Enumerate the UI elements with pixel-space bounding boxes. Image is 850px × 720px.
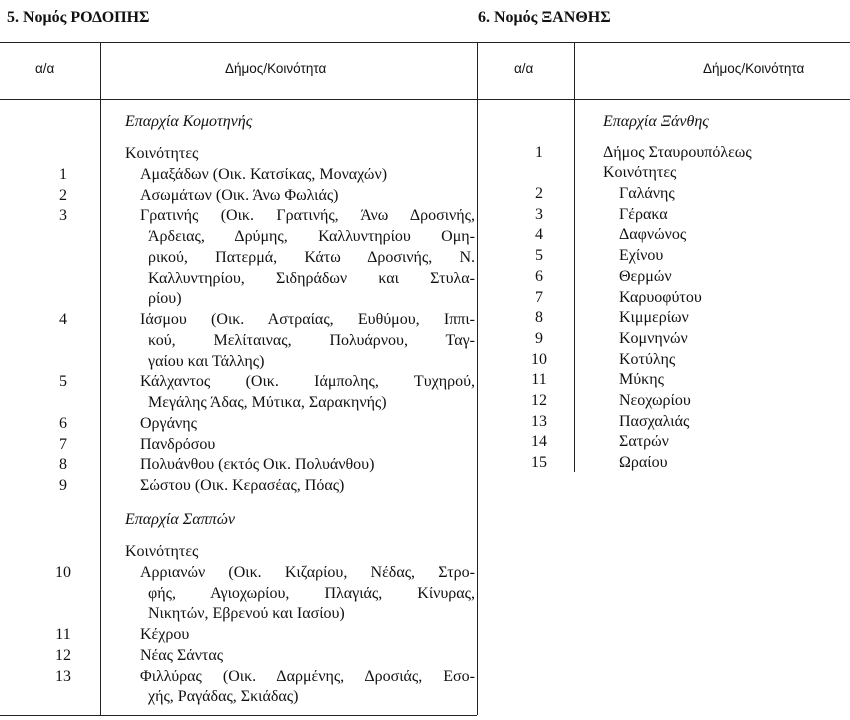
community-name: ρίου) bbox=[148, 290, 182, 308]
community-name: Νεοχωρίου bbox=[619, 392, 691, 409]
row-number: 4 bbox=[59, 311, 67, 328]
right-table-title: 6. Νομός ΞΑΝΘΗΣ bbox=[478, 9, 611, 26]
community-name: Κέχρου bbox=[140, 626, 190, 643]
community-name: Δαφνώνος bbox=[619, 226, 687, 244]
community-name: Πολυάνθου (εκτός Οικ. Πολυάνθου) bbox=[140, 456, 375, 474]
row-number: 7 bbox=[59, 435, 67, 453]
community-name: Κοτύλης bbox=[619, 350, 676, 368]
row-number: 3 bbox=[59, 207, 67, 225]
row-number: 9 bbox=[535, 329, 543, 347]
row-number: 5 bbox=[59, 373, 67, 391]
community-name: Κάλχαντος (Οικ. Ιάμπολης, Τυχηρού, bbox=[140, 373, 475, 391]
municipality-name: Δήμος Σταυρουπόλεως bbox=[603, 144, 752, 161]
community-name: Ιάσμου (Οικ. Αστραίας, Ευθύμου, Ιππι- bbox=[140, 311, 475, 328]
community-name: χής, Ραγάδας, Σκιάδας) bbox=[148, 688, 299, 706]
community-name: Γρατινής (Οικ. Γρατινής, Άνω Δροσινής, bbox=[140, 207, 475, 225]
table-separator bbox=[477, 42, 478, 715]
row-number: 2 bbox=[59, 186, 67, 204]
community-name: Πανδρόσου bbox=[140, 435, 216, 453]
community-name: κού, Μελίταινας, Πολυάρνου, Ταγ- bbox=[148, 331, 475, 349]
community-name: Σατρών bbox=[619, 433, 669, 451]
row-number: 15 bbox=[531, 454, 547, 472]
row-number: 13 bbox=[55, 667, 71, 685]
left-table-bottom-rule bbox=[0, 715, 477, 716]
community-name: Εχίνου bbox=[619, 247, 664, 265]
left-header-top-rule bbox=[0, 42, 477, 43]
community-name: Γέρακα bbox=[619, 205, 668, 223]
left-header-name: Δήμος/Κοινότητα bbox=[225, 61, 327, 76]
left-header-bottom-rule bbox=[0, 99, 477, 100]
row-number: 10 bbox=[531, 350, 547, 368]
community-name: Αμαξάδων (Οικ. Κατσίκας, Μοναχών) bbox=[140, 165, 388, 183]
community-name: Σώστου (Οικ. Κερασέας, Πόας) bbox=[140, 477, 345, 494]
community-name: Κομνηνών bbox=[619, 329, 688, 347]
group-heading: Κοινότητες bbox=[603, 164, 677, 181]
row-number: 6 bbox=[535, 267, 543, 285]
left-header-num: α/α bbox=[35, 61, 55, 76]
row-number: 10 bbox=[55, 563, 71, 581]
right-header-top-rule bbox=[477, 42, 850, 43]
row-number: 14 bbox=[531, 433, 547, 451]
community-name: γαίου και Τάλλης) bbox=[148, 352, 265, 370]
community-name: Πασχαλιάς bbox=[619, 412, 690, 430]
row-number: 3 bbox=[535, 205, 543, 223]
row-number: 9 bbox=[59, 477, 67, 494]
row-number: 6 bbox=[59, 414, 67, 432]
section-heading: Επαρχία Σαππών bbox=[125, 511, 235, 528]
community-name: Καλλυντηρίου, Σιδηράδων και Στυλα- bbox=[148, 269, 475, 287]
community-name: Καρυοφύτου bbox=[619, 288, 702, 306]
row-number: 5 bbox=[535, 247, 543, 265]
community-name: Μεγάλης Άδας, Μύτικα, Σαρακηνής) bbox=[148, 394, 387, 411]
community-name: Γαλάνης bbox=[619, 185, 675, 202]
left-table-title: 5. Νομός ΡΟΔΟΠΗΣ bbox=[7, 9, 150, 26]
community-name: Κιμμερίων bbox=[619, 309, 689, 327]
community-name: φής, Αγιοχωρίου, Πλαγιάς, Κίνυρας, bbox=[148, 584, 475, 602]
row-number: 11 bbox=[55, 626, 71, 643]
community-name: Νικητών, Εβρενού και Ιασίου) bbox=[148, 605, 345, 623]
community-name: Νέας Σάντας bbox=[140, 646, 224, 664]
row-number: 12 bbox=[55, 646, 71, 664]
row-number: 2 bbox=[535, 185, 543, 202]
community-name: Άρδειας, Δρύμης, Καλλυντηρίου Ομη- bbox=[148, 228, 475, 245]
row-number: 8 bbox=[59, 456, 67, 474]
section-heading: Επαρχία Κομοτηνής bbox=[125, 113, 253, 130]
community-name: Αρριανών (Οικ. Κιζαρίου, Νέδας, Στρο- bbox=[140, 563, 475, 581]
row-number: 4 bbox=[535, 226, 543, 244]
row-number: 7 bbox=[535, 288, 543, 306]
group-heading: Κοινότητες bbox=[125, 543, 199, 560]
row-number: 1 bbox=[59, 165, 67, 183]
right-column-divider bbox=[574, 42, 575, 472]
row-number: 13 bbox=[531, 412, 547, 430]
row-number: 11 bbox=[531, 371, 547, 389]
group-heading: Κοινότητες bbox=[125, 145, 199, 162]
row-number: 12 bbox=[531, 392, 547, 409]
community-name: Ασωμάτων (Οικ. Άνω Φωλιάς) bbox=[140, 186, 339, 204]
row-number: 1 bbox=[535, 144, 543, 161]
right-header-bottom-rule bbox=[477, 99, 850, 100]
community-name: Μύκης bbox=[619, 371, 664, 389]
right-header-name: Δήμος/Κοινότητα bbox=[703, 61, 805, 76]
community-name: Θερμών bbox=[619, 267, 672, 285]
left-column-divider bbox=[100, 42, 101, 715]
community-name: ρικού, Πατερμά, Κάτω Δροσινής, Ν. bbox=[148, 248, 475, 266]
community-name: Ωραίου bbox=[619, 454, 668, 472]
community-name: Οργάνης bbox=[140, 414, 197, 432]
right-header-num: α/α bbox=[514, 61, 534, 76]
community-name: Φιλλύρας (Οικ. Δαρμένης, Δροσιάς, Εσο- bbox=[140, 667, 475, 685]
section-heading: Επαρχία Ξάνθης bbox=[603, 113, 709, 130]
row-number: 8 bbox=[535, 309, 543, 327]
